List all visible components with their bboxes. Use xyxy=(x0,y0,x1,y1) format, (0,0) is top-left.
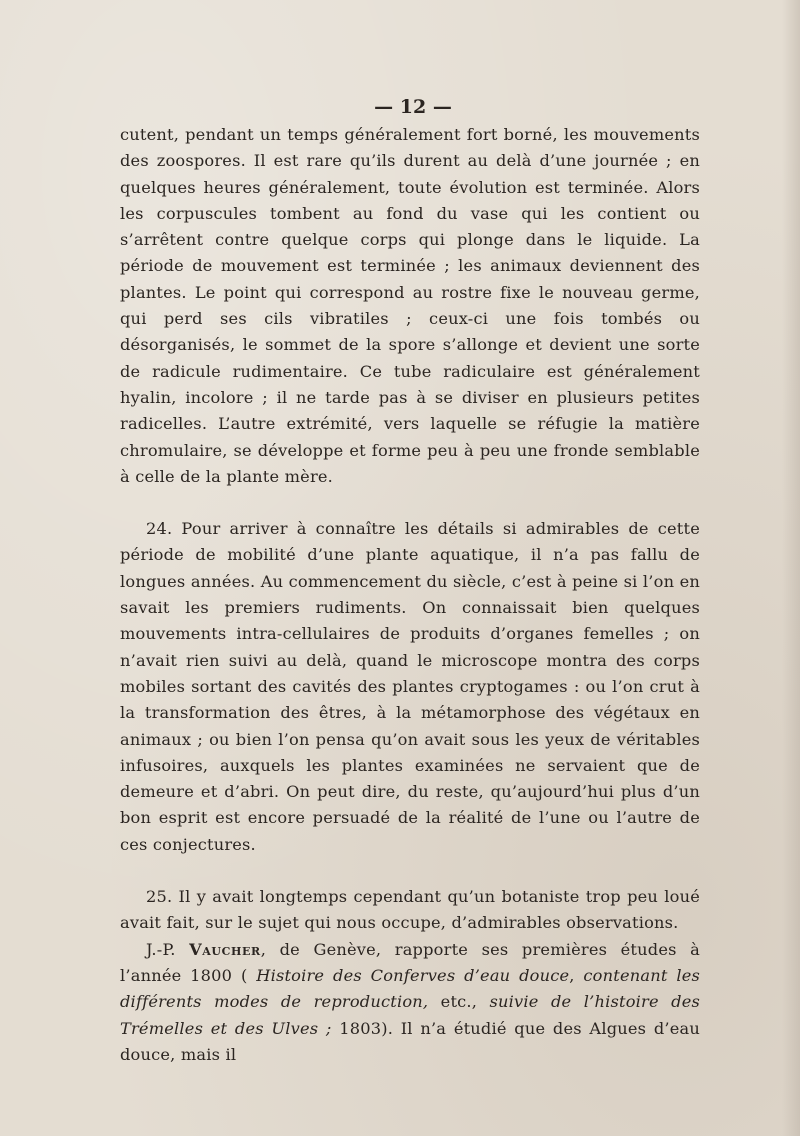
closing-text: 1803). Il n’a étudié que des Algues d’eau douce, mais il xyxy=(120,1018,700,1064)
paragraph-25: 25. Il y avait longtemps cependant qu’un botaniste trop peu loué avait fait, sur le sujet qui nous occupe, d’admirables observations. xyxy=(120,887,700,933)
page-number-header: — 12 — xyxy=(374,96,452,118)
paragraph-24: 24. Pour arriver à connaître les détails si admirables de cette période de mobilité d’une plante aquatique, il n’a pas fallu de longues années. Au commencement du siècle, c’est à peine si l’on en savait les premiers rudiments. On connaissait bien quelques mouvements intra-cellulaires de produits d’organes femelles ; on n’avait rien suivi au delà, quand le microscope montra des corps mobiles sortant des cavités des plantes cryptogames : ou l’on crut à la transformation des êtres, à la métamorphose des végétaux en animaux ; ou bien l’on pensa qu’on avait sous les yeux de véritables infusoires, auxquels les plantes examinées ne servaient que de demeure et d’abri. On peut dire, du reste, qu’aujourd’hui plus d’un bon esprit est encore persuadé de la réalité de l’une ou l’autre de ces conjectures. xyxy=(120,519,700,854)
work-subtitle: contenant les différents modes de reproduction, xyxy=(120,965,700,1012)
paragraph-gap xyxy=(120,490,700,516)
paragraph-vaucher xyxy=(120,937,700,1068)
work-suite: suivie de l’histoire des Trémelles et des Ulves ; xyxy=(120,992,701,1038)
paragraph-gap xyxy=(120,858,700,884)
author-origin-text: , de Genève, rapporte ses premières études à l’année 1800 ( xyxy=(120,939,700,985)
work-title: Histoire des Conferves d’eau douce xyxy=(256,965,570,985)
paragraph-continuation: cutent, pendant un temps généralement fort borné, les mouvements des zoospores. Il est rare qu’ils durent au delà d’une journée ; en quelques heures généralement, toute évolution est terminée. Alors les corpuscules tombent au fond du vase qui les contient ou s’arrêtent contre quelque corps qui plonge dans le liquide. La période de mouvement est terminée ; les animaux deviennent des plantes. Le point qui correspond au rostre fixe le nouveau germe, qui perd ses cils vibratiles ; ceux-ci une fois tombés ou désorganisés, le sommet de la spore s’allonge et devient une sorte de radicule rudimentaire. Ce tube radiculaire est généralement hyalin, incolore ; il ne tarde pas à se diviser en plusieurs petites radicelles. L’autre extrémité, vers laquelle se réfugie la matière chromulaire, se développe et forme peu à peu une fronde semblable à celle de la plante mère. xyxy=(120,125,700,486)
page-edge-shadow xyxy=(782,0,800,1136)
author-name: Vaucher xyxy=(189,939,261,959)
title-comma: , xyxy=(569,965,584,985)
etc-text: etc., xyxy=(428,992,490,1012)
body-text xyxy=(120,122,700,1068)
book-page xyxy=(120,92,700,1068)
author-initials: J.-P. xyxy=(146,939,190,959)
